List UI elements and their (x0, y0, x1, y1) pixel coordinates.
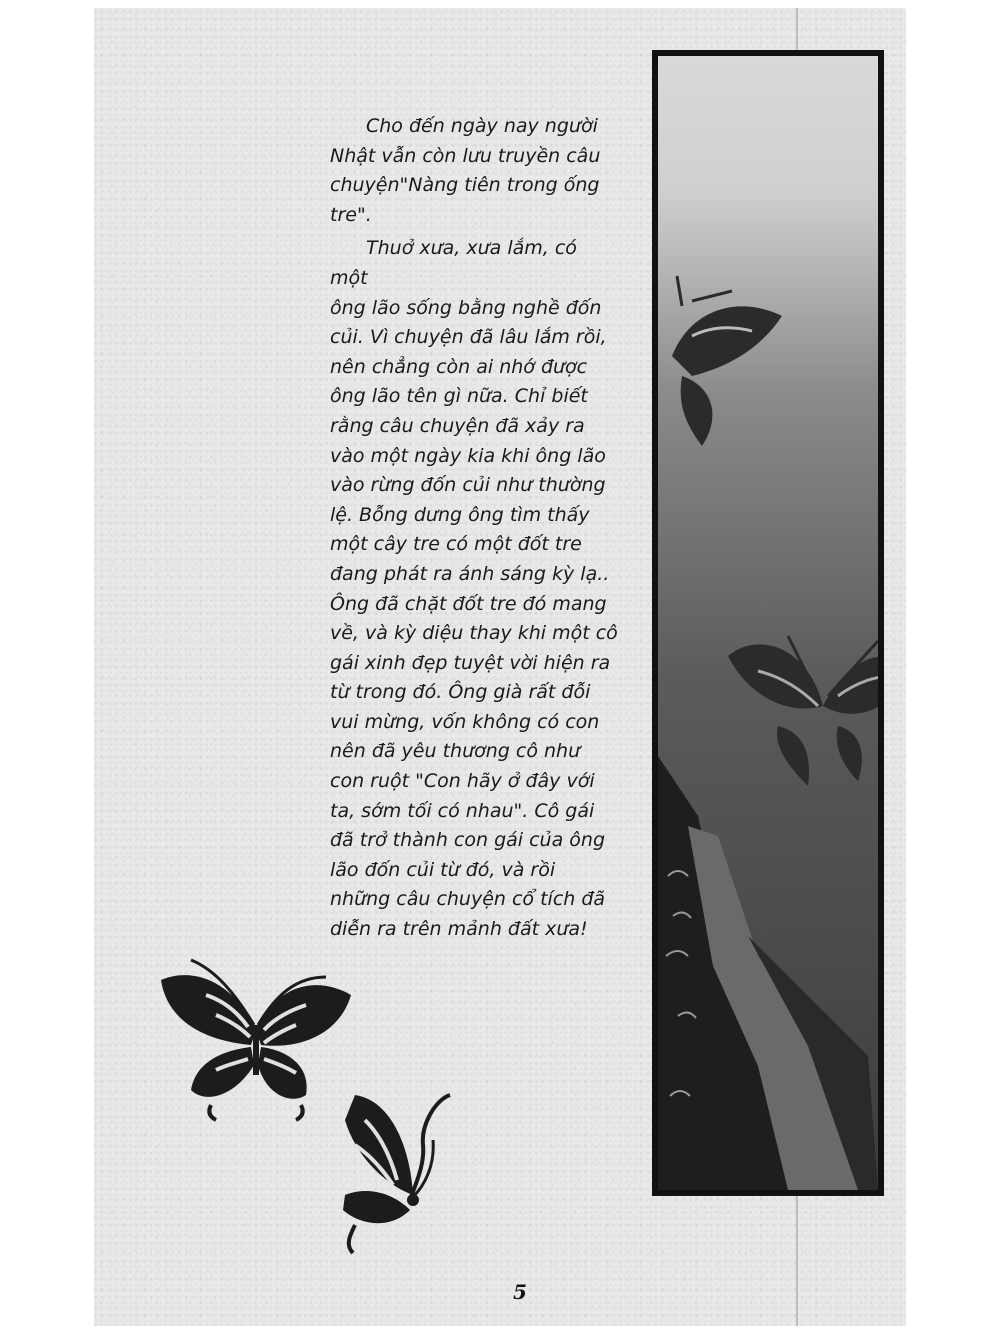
panel-artwork (658, 56, 878, 1190)
panel-butterfly-middle (728, 636, 878, 786)
panel-butterfly-upper (672, 276, 782, 446)
story-paragraph-intro: Cho đến ngày nay người Nhật vẫn còn lưu truyền câu chuyện"Nàng tiên trong ống tre". (330, 115, 601, 226)
butterfly-side-icon (335, 1085, 460, 1260)
story-text (330, 112, 620, 945)
illustration-panel (652, 50, 884, 1196)
page-number: 5 (513, 1280, 527, 1304)
butterfly-icon (156, 955, 356, 1130)
story-paragraph-main: Thuở xưa, xưa lắm, có một ông lão sống bằng nghề đốn củi. Vì chuyện đã lâu lắm rồi, nên chẳng còn ai nhớ được ông lão tên gì nữa. Chỉ biết rằng câu chuyện đã xảy ra vào một ngày kia khi ông lão vào rừng đốn củi như thường lệ. Bỗng dưng ông tìm thấy một cây tre có một đốt tre đang phát ra ánh sáng kỳ lạ.. Ông đã chặt đốt tre đó mang về, và kỳ diệu thay khi một cô gái xinh đẹp tuyệt vời hiện ra từ trong đó. Ông già rất đỗi vui mừng, vốn không có con nên đã yêu thương cô như con ruột "Con hãy ở đây với ta, sớm tối có nhau". Cô gái đã trở thành con gái của ông lão đốn củi từ đó, và rồi những câu chuyện cổ tích đã diễn ra trên mảnh đất xưa! (330, 237, 618, 941)
